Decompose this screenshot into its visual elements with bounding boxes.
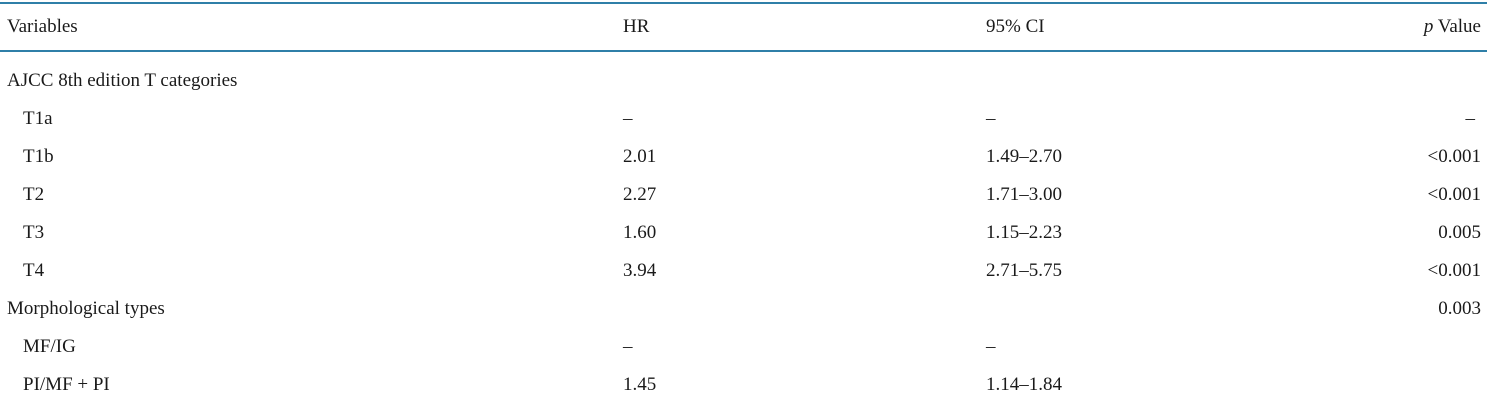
row-variable: T1b [23, 146, 54, 167]
row-variable: AJCC 8th edition T categories [7, 70, 238, 91]
row-p-value: 0.005 [1438, 222, 1481, 243]
row-hr: 1.45 [623, 374, 657, 395]
row-variable: T4 [23, 260, 45, 281]
header-p-value [1424, 8, 1481, 46]
row-ci: 1.14–1.84 [986, 374, 1062, 395]
row-variable: T1a [23, 108, 53, 129]
row-variable: T3 [23, 222, 45, 243]
table-row [0, 328, 1487, 366]
row-variable: PI/MF + PI [23, 374, 110, 395]
row-hr: 2.01 [623, 146, 657, 167]
header-p-rest: Value [1433, 16, 1481, 37]
table-row [0, 138, 1487, 176]
table-row [0, 366, 1487, 404]
row-hr: – [623, 336, 633, 357]
table-row [0, 100, 1487, 138]
row-ci: – [986, 336, 996, 357]
table-row [0, 62, 1487, 100]
row-ci: – [986, 108, 996, 129]
table-header-row [0, 8, 1487, 46]
table-row [0, 176, 1487, 214]
row-hr: 3.94 [623, 260, 657, 281]
row-ci: 2.71–5.75 [986, 260, 1062, 281]
row-hr: – [623, 108, 633, 129]
row-p-value: 0.003 [1438, 298, 1481, 319]
row-p-value: <0.001 [1427, 184, 1481, 205]
header-variables: Variables [7, 16, 78, 37]
row-hr: 2.27 [623, 184, 657, 205]
header-p-italic: p [1423, 16, 1434, 37]
row-variable: Morphological types [7, 298, 165, 319]
table-row [0, 290, 1487, 328]
table-row [0, 214, 1487, 252]
row-ci: 1.71–3.00 [986, 184, 1062, 205]
table-row [0, 252, 1487, 290]
row-variable: T2 [23, 184, 45, 205]
header-ci: 95% CI [986, 16, 1045, 37]
row-ci: 1.15–2.23 [986, 222, 1062, 243]
row-p-value: – [1465, 108, 1475, 129]
row-p-value: <0.001 [1427, 146, 1481, 167]
row-ci: 1.49–2.70 [986, 146, 1062, 167]
header-hr: HR [623, 16, 650, 37]
row-variable: MF/IG [23, 336, 76, 357]
table-top-rule [0, 2, 1487, 4]
row-p-value: <0.001 [1427, 260, 1481, 281]
header-bottom-rule [0, 50, 1487, 52]
row-hr: 1.60 [623, 222, 657, 243]
